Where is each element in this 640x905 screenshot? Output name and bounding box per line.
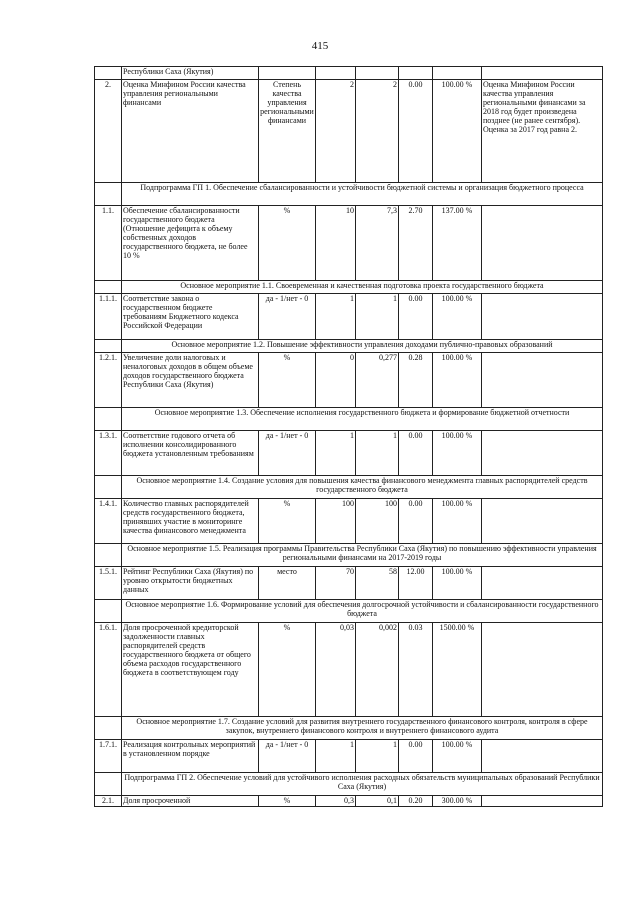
deviation-value: 0.00 [399,499,433,544]
unit-of-measure: да - 1/нет - 0 [259,294,316,340]
deviation-value: 0.00 [399,80,433,183]
comment [482,623,603,717]
section-title: Основное мероприятие 1.3. Обеспечение исполнения государственного бюджета и формирование бюджетной отчетности [122,408,603,431]
empty-cell [399,67,433,80]
indicator-name: Доля просроченной [122,796,259,807]
deviation-value: 0.28 [399,353,433,408]
plan-value: 0,3 [316,796,356,807]
row-number [95,773,122,796]
comment [482,740,603,773]
plan-value: 0,03 [316,623,356,717]
comment [482,353,603,408]
row-number [95,340,122,353]
unit-of-measure: да - 1/нет - 0 [259,740,316,773]
indicator-name: Рейтинг Республики Саха (Якутия) по уровню открытости бюджетных данных [122,567,259,600]
page-number: 415 [311,40,329,52]
indicator-row [95,796,603,807]
empty-cell [356,67,399,80]
empty-cell [433,67,482,80]
row-number: 1.3.1. [95,431,122,476]
plan-value: 70 [316,567,356,600]
completion-percent: 100.00 % [433,499,482,544]
unit-of-measure: % [259,206,316,281]
row-number: 2. [95,80,122,183]
indicator-row [95,499,603,544]
empty-cell [259,67,316,80]
deviation-value: 12.00 [399,567,433,600]
unit-of-measure: % [259,623,316,717]
row-number [95,717,122,740]
indicator-name: Количество главных распорядителей средств государственного бюджета, принявших участие в мониторинге качества финансового менеджмента [122,499,259,544]
comment [482,567,603,600]
deviation-value: 0.20 [399,796,433,807]
row-number [95,476,122,499]
row-number: 1.2.1. [95,353,122,408]
fact-value: 1 [356,740,399,773]
indicator-name: Доля просроченной кредиторской задолженности главных распорядителей средств государственного бюджета от общего объема расходов государственного бюджета в соответствующем году [122,623,259,717]
fact-value: 100 [356,499,399,544]
indicator-row [95,623,603,717]
indicator-row [95,431,603,476]
unit-of-measure: Степень качества управления региональными финансами [259,80,316,183]
indicator-row [95,740,603,773]
section-title: Подпрограмма ГП 1. Обеспечение сбалансированности и устойчивости бюджетной системы и организация бюджетного процесса [122,183,603,206]
comment [482,499,603,544]
indicator-row [95,80,603,183]
indicator-name: Обеспечение сбалансированности государственного бюджета (Отношение дефицита к объему собственных доходов государственного бюджета, не более 10 % [122,206,259,281]
section-header-row [95,408,603,431]
plan-value: 1 [316,294,356,340]
row-number: 1.7.1. [95,740,122,773]
row-number [95,408,122,431]
plan-value: 2 [316,80,356,183]
unit-of-measure: да - 1/нет - 0 [259,431,316,476]
section-header-row [95,544,603,567]
row-number [95,67,122,80]
plan-value: 1 [316,431,356,476]
fact-value: 1 [356,294,399,340]
completion-percent: 100.00 % [433,567,482,600]
indicator-name: Оценка Минфином России качества управления региональными финансами [122,80,259,183]
row-number [95,183,122,206]
row-number: 1.1.1. [95,294,122,340]
fact-value: 7,3 [356,206,399,281]
deviation-value: 0.00 [399,431,433,476]
unit-of-measure: % [259,796,316,807]
comment [482,796,603,807]
completion-percent: 100.00 % [433,431,482,476]
plan-value: 100 [316,499,356,544]
comment [482,294,603,340]
section-title: Основное мероприятие 1.4. Создание условия для повышения качества финансового менеджмента главных распорядителей средств государственного бюджета [122,476,603,499]
completion-percent: 100.00 % [433,740,482,773]
comment [482,206,603,281]
comment: Оценка Минфином России качества управления региональными финансами за 2018 год будет произведена позднее (не ранее сентября). Оценка за 2017 год равна 2. [482,80,603,183]
row-number: 1.4.1. [95,499,122,544]
indicator-row [95,294,603,340]
indicator-row [95,567,603,600]
section-title: Основное мероприятие 1.6. Формирование условий для обеспечения долгосрочной устойчивости и сбалансированности государственного бюджета [122,600,603,623]
plan-value: 1 [316,740,356,773]
row-number: 1.6.1. [95,623,122,717]
indicator-row [95,353,603,408]
row-number: 2.1. [95,796,122,807]
section-header-row [95,476,603,499]
indicator-table [94,66,603,807]
section-title: Подпрограмма ГП 2. Обеспечение условий для устойчивого исполнения расходных обязательств муниципальных образований Республики Саха (Якутия) [122,773,603,796]
row-number: 1.5.1. [95,567,122,600]
section-header-row [95,600,603,623]
unit-of-measure: % [259,353,316,408]
indicator-name: Соответствие годового отчета об исполнении консолидированного бюджета установленным требованиям [122,431,259,476]
completion-percent: 300.00 % [433,796,482,807]
plan-value: 10 [316,206,356,281]
row-number [95,281,122,294]
fact-value: 0,002 [356,623,399,717]
unit-of-measure: % [259,499,316,544]
fact-value: 1 [356,431,399,476]
deviation-value: 0.00 [399,740,433,773]
indicator-name: Соответствие закона о государственном бюджете требованиям Бюджетного кодекса Российской Федерации [122,294,259,340]
indicator-name: Республики Саха (Якутия) [122,67,259,80]
completion-percent: 137.00 % [433,206,482,281]
section-title: Основное мероприятие 1.1. Своевременная и качественная подготовка проекта государственного бюджета [122,281,603,294]
empty-cell [482,67,603,80]
section-title: Основное мероприятие 1.5. Реализация программы Правительства Республики Саха (Якутия) по повышению эффективности управления региональными финансами на 2017-2019 годы [122,544,603,567]
section-header-row [95,340,603,353]
empty-cell [316,67,356,80]
completion-percent: 100.00 % [433,353,482,408]
completion-percent: 100.00 % [433,294,482,340]
plan-value: 0 [316,353,356,408]
section-title: Основное мероприятие 1.7. Создание условий для развития внутреннего государственного финансового контроля, контроля в сфере закупок, внутреннего финансового контроля и внутреннего финансового аудита [122,717,603,740]
continuation-row [95,67,603,80]
fact-value: 0,277 [356,353,399,408]
deviation-value: 0.00 [399,294,433,340]
deviation-value: 0.03 [399,623,433,717]
row-number: 1.1. [95,206,122,281]
row-number [95,544,122,567]
section-header-row [95,183,603,206]
fact-value: 2 [356,80,399,183]
indicator-row [95,206,603,281]
row-number [95,600,122,623]
indicator-table-body [95,67,603,807]
deviation-value: 2.70 [399,206,433,281]
section-title: Основное мероприятие 1.2. Повышение эффективности управления доходами публично-правовых образований [122,340,603,353]
indicator-name: Увеличение доли налоговых и неналоговых доходов в общем объеме доходов государственного бюджета Республики Саха (Якутия) [122,353,259,408]
indicator-name: Реализация контрольных мероприятий в установленном порядке [122,740,259,773]
fact-value: 58 [356,567,399,600]
section-header-row [95,281,603,294]
section-header-row [95,717,603,740]
unit-of-measure: место [259,567,316,600]
completion-percent: 1500.00 % [433,623,482,717]
fact-value: 0,1 [356,796,399,807]
comment [482,431,603,476]
completion-percent: 100.00 % [433,80,482,183]
section-header-row [95,773,603,796]
